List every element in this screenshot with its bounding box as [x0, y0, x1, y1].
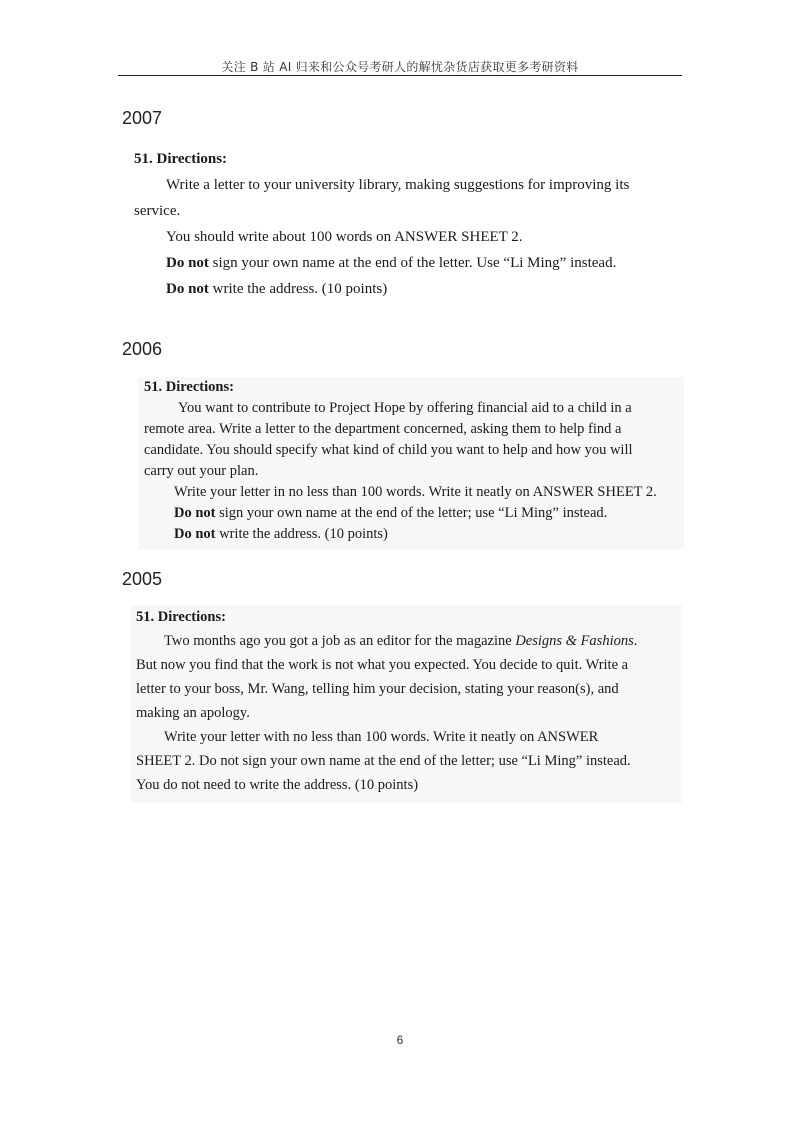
page-header: 关注 B 站 AI 归来和公众号考研人的解忧杂货店获取更多考研资料: [221, 60, 579, 74]
directions-2006: [138, 377, 684, 549]
text: .: [633, 633, 638, 649]
directions-2007: [134, 146, 674, 302]
bold-text: Do not: [174, 505, 216, 521]
text: Two months ago you got a job as an editor for the magazine: [164, 633, 516, 649]
header-divider: [118, 75, 682, 76]
year-2005-heading: 2005: [122, 569, 163, 589]
year-2006-heading: 2006: [122, 339, 163, 359]
text: write the address. (10 points): [215, 526, 388, 542]
directions-title: 51. Directions:: [134, 151, 228, 167]
directions-title: 51. Directions:: [144, 379, 234, 395]
paragraph-line: Write your letter with no less than 100 words. Write it neatly on ANSWER: [164, 729, 599, 745]
page-number: 6: [396, 1033, 404, 1047]
paragraph-line: [136, 629, 682, 653]
paragraph-line: candidate. You should specify what kind of child you want to help and how you will: [144, 442, 633, 458]
text: write the address. (10 points): [208, 281, 388, 297]
bold-text: Do not: [174, 526, 216, 542]
directions-2005: [130, 605, 682, 803]
paragraph-line: [144, 524, 684, 545]
directions-title: 51. Directions:: [136, 609, 226, 625]
text: sign your own name at the end of the letter; use “Li Ming” instead.: [215, 505, 608, 521]
paragraph-line: carry out your plan.: [144, 463, 259, 479]
paragraph-line: You want to contribute to Project Hope by offering financial aid to a child in a: [178, 400, 632, 416]
bold-text: Do not: [166, 281, 209, 297]
paragraph-line: Write your letter in no less than 100 words. Write it neatly on ANSWER SHEET 2.: [174, 484, 657, 500]
paragraph-line: You should write about 100 words on ANSWER SHEET 2.: [166, 229, 523, 245]
year-2007-heading: 2007: [122, 108, 163, 128]
paragraph-line: making an apology.: [136, 705, 250, 721]
text: sign your own name at the end of the letter. Use “Li Ming” instead.: [208, 255, 617, 271]
paragraph-line: service.: [134, 203, 181, 219]
paragraph-line: [144, 503, 684, 524]
paragraph-line: SHEET 2. Do not sign your own name at the end of the letter; use “Li Ming” instead.: [136, 753, 631, 769]
paragraph-line: remote area. Write a letter to the department concerned, asking them to help find a: [144, 421, 622, 437]
paragraph-line: But now you find that the work is not what you expected. You decide to quit. Write a: [136, 657, 629, 673]
bold-text: Do not: [166, 255, 209, 271]
paragraph-line: Write a letter to your university library, making suggestions for improving its: [166, 177, 630, 193]
magazine-title: Designs & Fashions: [515, 633, 634, 649]
paragraph-line: letter to your boss, Mr. Wang, telling him your decision, stating your reason(s), and: [136, 681, 619, 697]
paragraph-line: You do not need to write the address. (10 points): [136, 777, 419, 793]
paragraph-line: [134, 276, 674, 302]
paragraph-line: [134, 250, 674, 276]
